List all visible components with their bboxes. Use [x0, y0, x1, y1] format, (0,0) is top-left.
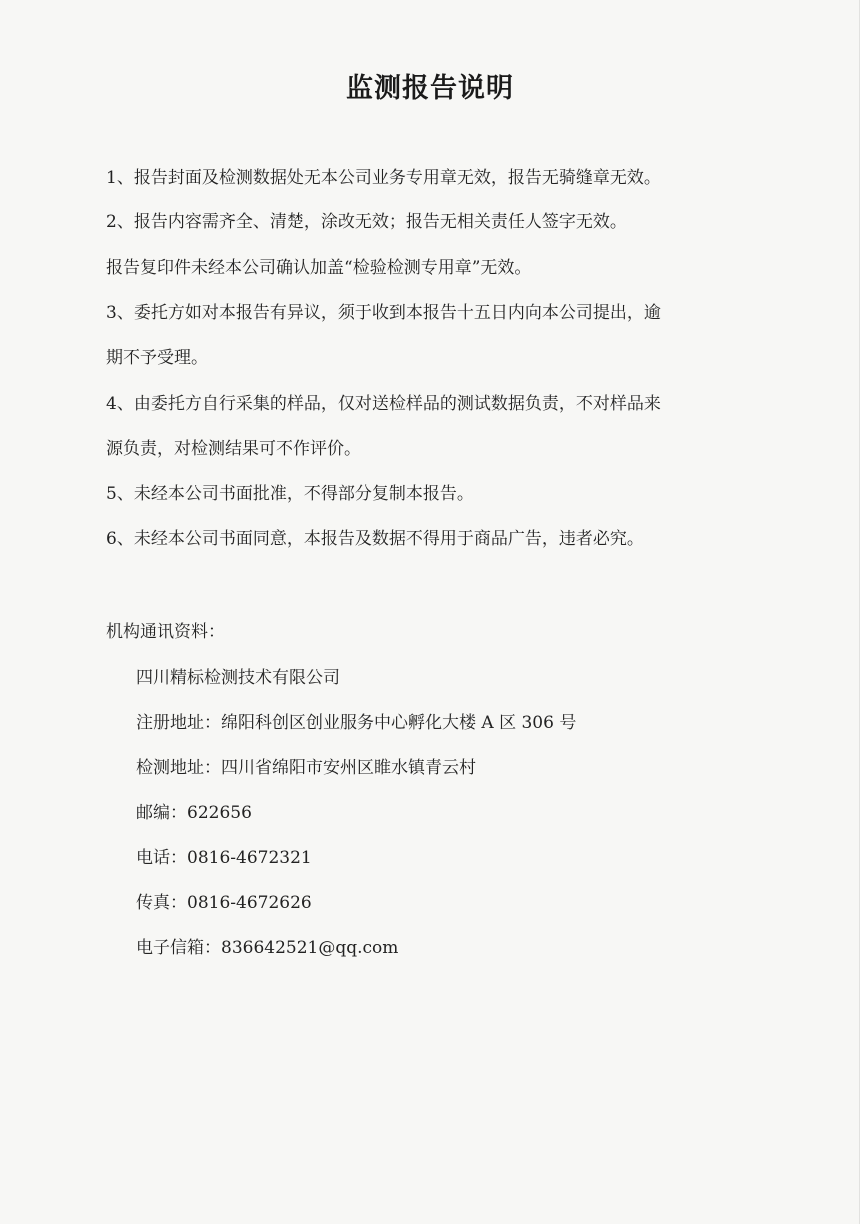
note-line-7: 源负责，对检测结果可不作评价。 [106, 439, 361, 459]
note-line-3: 报告复印件未经本公司确认加盖“检验检测专用章”无效。 [106, 258, 532, 278]
page-title: 监测报告说明 [346, 73, 514, 104]
note-line-4: 3、委托方如对本报告有异议，须于收到本报告十五日内向本公司提出，逾 [106, 303, 661, 323]
contact-heading: 机构通讯资料： [106, 622, 225, 642]
email: 电子信箱：836642521@qq.com [136, 938, 399, 958]
registered-address: 注册地址：绵阳科创区创业服务中心孵化大楼 A 区 306 号 [136, 713, 577, 733]
note-line-8: 5、未经本公司书面批准，不得部分复制本报告。 [106, 484, 474, 504]
note-line-1: 1、报告封面及检测数据处无本公司业务专用章无效，报告无骑缝章无效。 [106, 168, 661, 188]
note-line-6: 4、由委托方自行采集的样品，仅对送检样品的测试数据负责，不对样品来 [106, 394, 661, 414]
postcode: 邮编：622656 [136, 803, 252, 823]
company-name: 四川精标检测技术有限公司 [136, 668, 340, 688]
note-line-5: 期不予受理。 [106, 348, 208, 368]
test-address: 检测地址：四川省绵阳市安州区睢水镇青云村 [136, 758, 476, 778]
note-line-2: 2、报告内容需齐全、清楚，涂改无效；报告无相关责任人签字无效。 [106, 212, 627, 232]
fax: 传真：0816-4672626 [136, 893, 312, 913]
phone: 电话：0816-4672321 [136, 848, 312, 868]
note-line-9: 6、未经本公司书面同意，本报告及数据不得用于商品广告，违者必究。 [106, 529, 644, 549]
